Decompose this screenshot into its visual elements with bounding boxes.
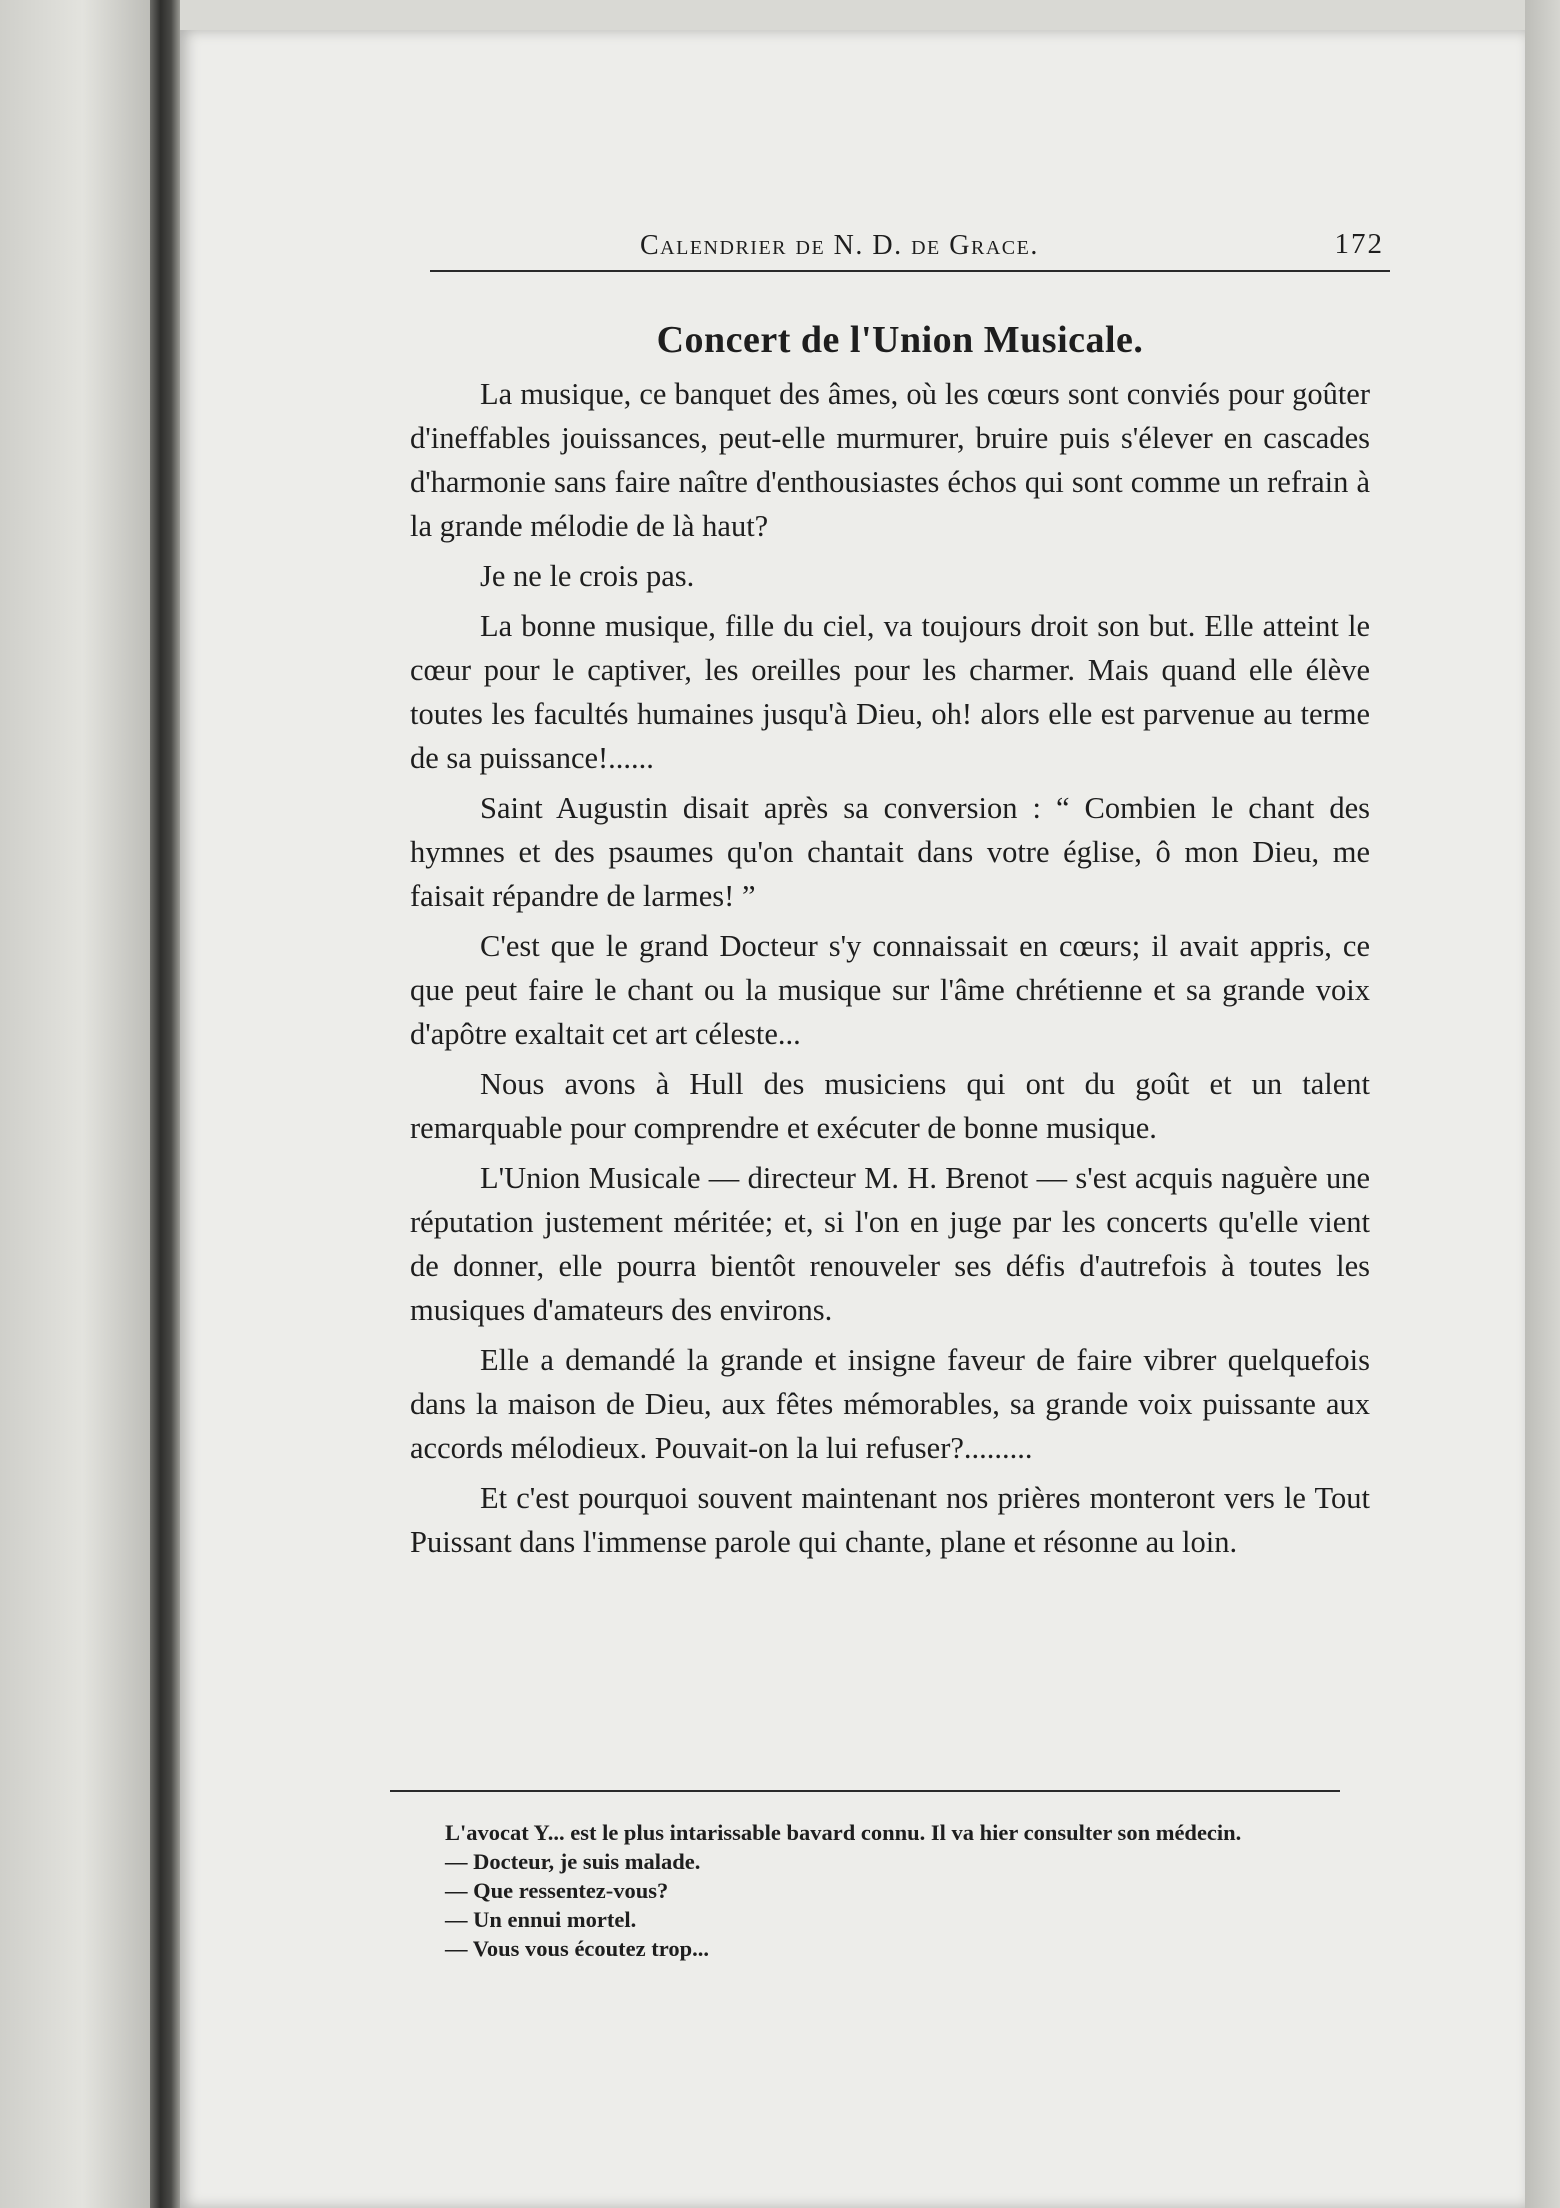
dialog-line: — Un ennui mortel. (445, 1907, 637, 1932)
paragraph: Je ne le crois pas. (480, 559, 695, 593)
dialog-line: — Docteur, je suis malade. (445, 1849, 701, 1874)
dialog-line: — Vous vous écoutez trop... (445, 1936, 709, 1961)
paragraph: Elle a demandé la grande et insigne faveur de faire vibrer quelquefois dans la maison de Dieu, aux fêtes mémorables, sa grande voix puissante aux accords mélodieux. Pouvait-on la lui refuser?......... (410, 1343, 1370, 1465)
running-title: Calendrier de N. D. de Grace. (640, 230, 1039, 261)
running-head (430, 222, 1390, 282)
page-edge (1525, 0, 1560, 2208)
paragraph: Et c'est pourquoi souvent maintenant nos prières monteront vers le Tout Puissant dans l'immense parole qui chante, plane et résonne au loin. (410, 1481, 1370, 1559)
article-title: Concert de l'Union Musicale. (656, 319, 1144, 361)
header-rule (430, 270, 1390, 272)
book-spine (150, 0, 180, 2208)
footnote (385, 1818, 1345, 1963)
paragraph: L'Union Musicale — directeur M. H. Brenot — s'est acquis naguère une réputation justement méritée; et, si l'on en juge par les concerts qu'elle vient de donner, elle pourra bientôt renouveler ses défis d'autrefois à toutes les musiques d'amateurs des environs. (410, 1161, 1370, 1327)
paragraph: Nous avons à Hull des musiciens qui ont du goût et un talent remarquable pour comprendre et exécuter de bonne musique. (410, 1067, 1370, 1145)
paragraph: C'est que le grand Docteur s'y connaissait en cœurs; il avait appris, ce que peut faire le chant ou la musique sur l'âme chrétienne et sa grande voix d'apôtre exaltait cet art céleste... (410, 929, 1370, 1051)
dialog-line: — Que ressentez-vous? (445, 1878, 669, 1903)
paragraph: Saint Augustin disait après sa conversion : “ Combien le chant des hymnes et des psaumes qu'on chantait dans votre église, ô mon Dieu, me faisait répandre de larmes! ” (410, 791, 1370, 913)
footnote-rule (390, 1790, 1340, 1792)
footnote-lead: L'avocat Y... est le plus intarissable bavard connu. Il va hier consulter son médecin. (445, 1820, 1242, 1845)
paragraph: La bonne musique, fille du ciel, va toujours droit son but. Elle atteint le cœur pour le captiver, les oreilles pour les charmer. Mais quand elle élève toutes les facultés humaines jusqu'à Dieu, oh! alors elle est parvenue au terme de sa puissance!...... (410, 609, 1370, 775)
article-body (410, 372, 1370, 1570)
paragraph: La musique, ce banquet des âmes, où les cœurs sont conviés pour goûter d'ineffables jouissances, peut-elle murmurer, bruire puis s'élever en cascades d'harmonie sans faire naître d'enthousiastes échos qui sont comme un refrain à la grande mélodie de là haut? (410, 377, 1370, 543)
left-page (0, 0, 150, 2208)
page-number: 172 (1334, 228, 1384, 260)
